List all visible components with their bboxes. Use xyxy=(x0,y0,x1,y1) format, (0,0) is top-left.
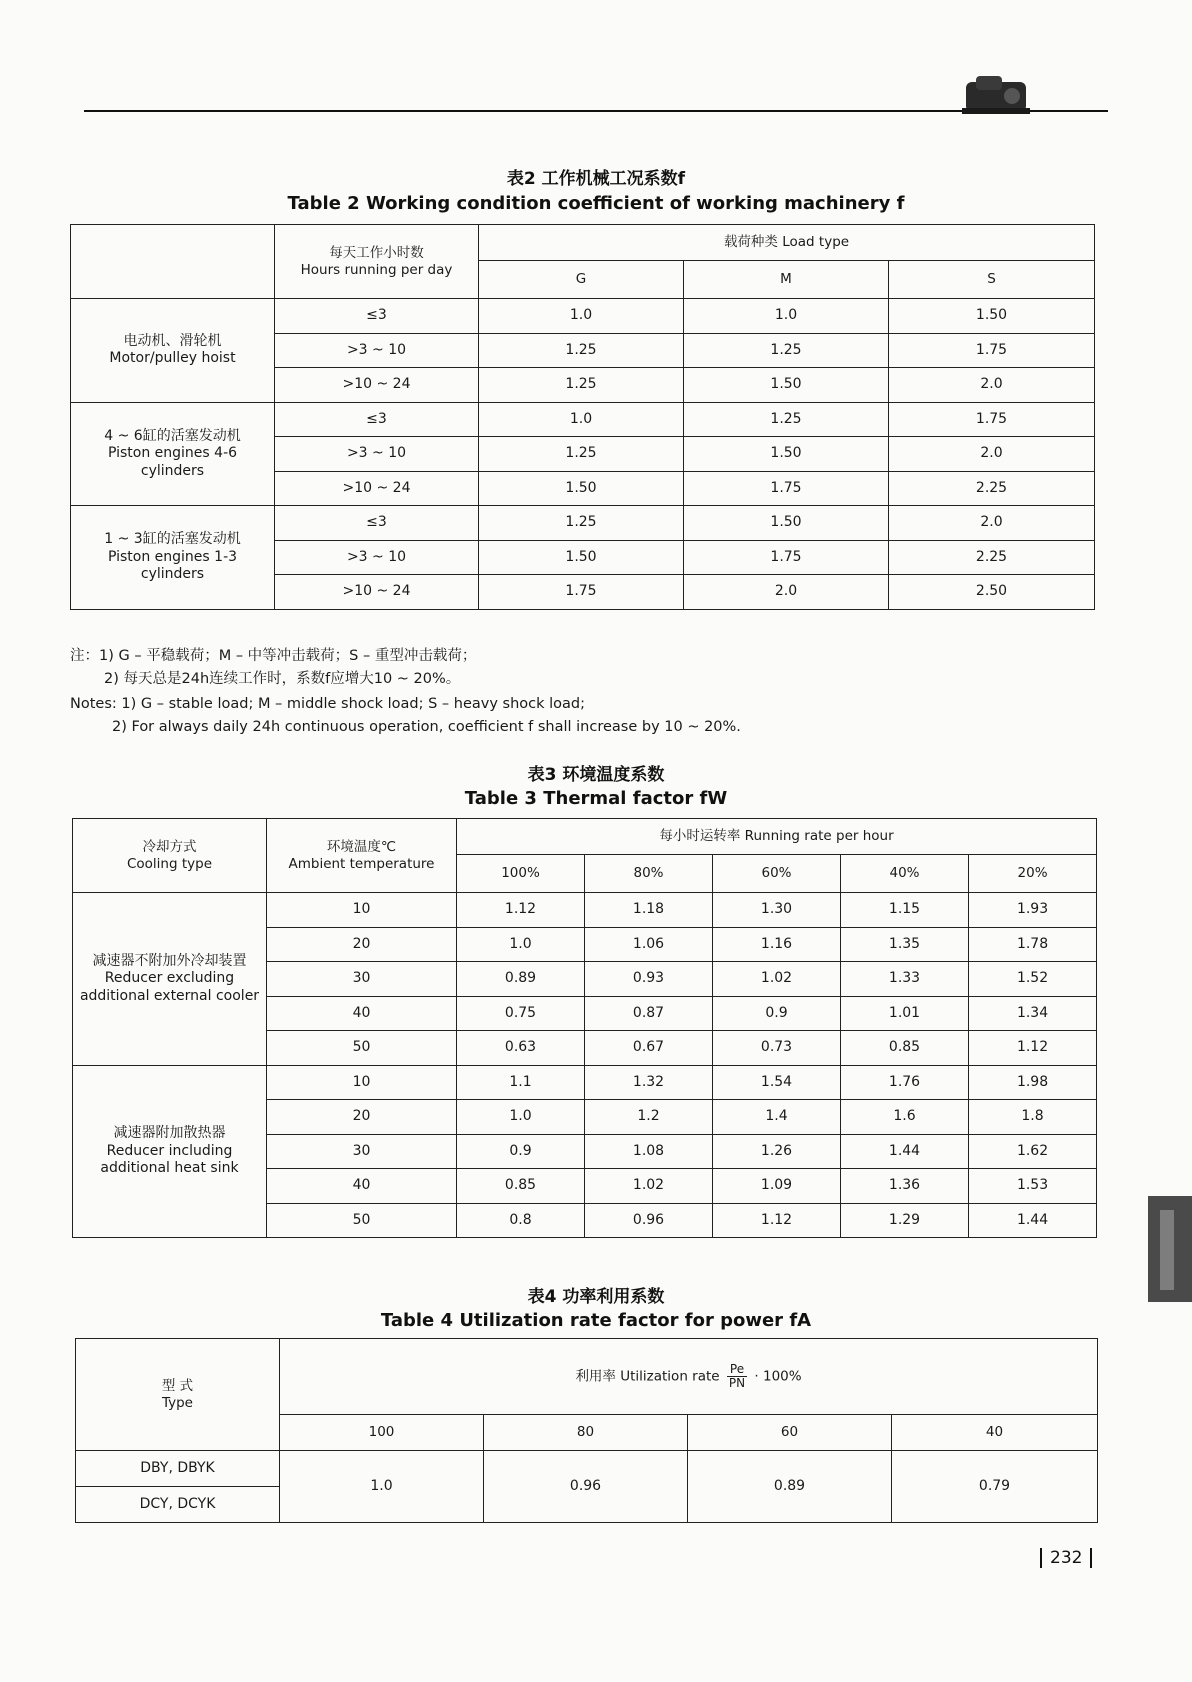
note-en-1: Notes: 1) G – stable load; M – middle shock load; S – heavy shock load; xyxy=(70,696,586,712)
table3-temp-cell: 10 xyxy=(267,1065,457,1100)
table3-value-cell: 1.02 xyxy=(585,1169,713,1204)
table3-value-cell: 0.85 xyxy=(841,1031,969,1066)
table4-value: 0.96 xyxy=(484,1451,688,1523)
side-tab-marker xyxy=(1160,1210,1174,1290)
table3-value-cell: 1.76 xyxy=(841,1065,969,1100)
table2-hours-cell: >3 ~ 10 xyxy=(275,437,479,472)
table3-value-cell: 1.18 xyxy=(585,893,713,928)
header-rule xyxy=(84,110,1108,112)
table3-rate: 80% xyxy=(585,855,713,893)
table3-value-cell: 1.44 xyxy=(841,1134,969,1169)
table2-value-cell: 1.75 xyxy=(479,575,684,610)
table4-value: 1.0 xyxy=(280,1451,484,1523)
table3-value-cell: 1.30 xyxy=(713,893,841,928)
table3-value-cell: 1.16 xyxy=(713,927,841,962)
table3-value-cell: 1.44 xyxy=(969,1203,1097,1238)
table4-rate: 40 xyxy=(892,1415,1098,1451)
table3-value-cell: 1.54 xyxy=(713,1065,841,1100)
table3-value-cell: 0.67 xyxy=(585,1031,713,1066)
table3-value-cell: 1.12 xyxy=(457,893,585,928)
table3-value-cell: 1.15 xyxy=(841,893,969,928)
table3-value-cell: 0.63 xyxy=(457,1031,585,1066)
table3-temp-cell: 30 xyxy=(267,1134,457,1169)
table2-value-cell: 1.0 xyxy=(479,299,684,334)
note-zh-1: 注：1) G – 平稳载荷；M – 中等冲击载荷；S – 重型冲击载荷； xyxy=(70,648,477,664)
table3-value-cell: 1.78 xyxy=(969,927,1097,962)
table3-rate: 60% xyxy=(713,855,841,893)
table2-load-header: 载荷种类 Load type xyxy=(479,225,1095,261)
table2-value-cell: 1.75 xyxy=(889,333,1095,368)
table3-rate: 100% xyxy=(457,855,585,893)
table2-group-label-zh: 电动机、滑轮机 xyxy=(123,332,222,349)
table3-value-cell: 1.12 xyxy=(713,1203,841,1238)
table3-group-label xyxy=(73,893,267,1066)
table3-rate-header: 每小时运转率 Running rate per hour xyxy=(457,819,1097,855)
table2-hours-cell: >10 ~ 24 xyxy=(275,575,479,610)
table2-group-label-en: Piston engines 4-6 cylinders xyxy=(107,445,238,479)
util-fraction: $\frac{Pe}{PN}$ xyxy=(728,1362,746,1390)
table2-load-type: S xyxy=(889,261,1095,299)
table3-value-cell: 1.53 xyxy=(969,1169,1097,1204)
table2-value-cell: 1.50 xyxy=(889,299,1095,334)
table3-value-cell: 1.01 xyxy=(841,996,969,1031)
table3-group-label-zh: 减速器不附加外冷却装置 xyxy=(92,952,247,969)
table3-value-cell: 1.0 xyxy=(457,1100,585,1135)
table3-rate: 40% xyxy=(841,855,969,893)
table2-title-zh: 表2 工作机械工况系数f xyxy=(506,169,686,189)
table3-value-cell: 1.4 xyxy=(713,1100,841,1135)
table4-util-header: 利用率 Utilization rate $\frac{Pe}{PN}$ · 100% xyxy=(280,1339,1098,1415)
table3-value-cell: 0.73 xyxy=(713,1031,841,1066)
table3-value-cell: 0.96 xyxy=(585,1203,713,1238)
table3-temp-cell: 40 xyxy=(267,996,457,1031)
table3-temp-cell: 20 xyxy=(267,927,457,962)
table2-value-cell: 2.0 xyxy=(889,437,1095,472)
table2-value-cell: 2.0 xyxy=(889,368,1095,403)
table3-value-cell: 1.34 xyxy=(969,996,1097,1031)
table3-value-cell: 0.93 xyxy=(585,962,713,997)
table2-value-cell: 1.25 xyxy=(479,368,684,403)
table2-group-label-zh: 4 ~ 6缸的活塞发动机 xyxy=(104,427,241,444)
table2-hours-cell: ≤3 xyxy=(275,402,479,437)
table3-temp-header: 环境温度℃ Ambient temperature xyxy=(267,819,457,893)
table3-value-cell: 0.75 xyxy=(457,996,585,1031)
table3-group-label xyxy=(73,1065,267,1238)
table2-title-en: Table 2 Working condition coefficient of working machinery f xyxy=(287,193,905,214)
table2-load-type: G xyxy=(479,261,684,299)
table3-value-cell: 1.08 xyxy=(585,1134,713,1169)
table2-group-label-zh: 1 ~ 3缸的活塞发动机 xyxy=(104,531,241,547)
table2-value-cell: 1.75 xyxy=(684,471,889,506)
table2-row xyxy=(71,506,1095,541)
table2-value-cell: 1.25 xyxy=(684,402,889,437)
table3 xyxy=(72,818,1097,1238)
table2-hours-cell: >10 ~ 24 xyxy=(275,368,479,403)
table3-row xyxy=(73,893,1097,928)
table3-temp-cell: 30 xyxy=(267,962,457,997)
table2-hours-cell: ≤3 xyxy=(275,506,479,541)
table2-row xyxy=(71,402,1095,437)
table3-value-cell: 1.29 xyxy=(841,1203,969,1238)
table3-title-en: Table 3 Thermal factor fW xyxy=(464,788,728,809)
table2-hours-cell: ≤3 xyxy=(275,299,479,334)
table2-corner-cell xyxy=(71,225,275,299)
table3-value-cell: 1.1 xyxy=(457,1065,585,1100)
table3-temp-cell: 40 xyxy=(267,1169,457,1204)
table4-rate: 80 xyxy=(484,1415,688,1451)
table2-value-cell: 1.50 xyxy=(479,540,684,575)
table4-value: 0.79 xyxy=(892,1451,1098,1523)
table4-type: DBY, DBYK xyxy=(76,1451,280,1487)
table2-value-cell: 1.0 xyxy=(479,402,684,437)
table2-group-label xyxy=(71,506,275,610)
note-en-2: 2) For always daily 24h continuous operation, coefficient f shall increase by 10 ~ 20%. xyxy=(112,719,741,735)
table4-title-zh: 表4 功率利用系数 xyxy=(527,1287,665,1307)
table2-load-type: M xyxy=(684,261,889,299)
table4-type-header: 型 式 Type xyxy=(76,1339,280,1451)
table2-value-cell: 1.50 xyxy=(479,471,684,506)
table2-value-cell: 2.50 xyxy=(889,575,1095,610)
table2-value-cell: 1.25 xyxy=(479,333,684,368)
table2-value-cell: 1.75 xyxy=(889,402,1095,437)
table3-value-cell: 1.8 xyxy=(969,1100,1097,1135)
table2-row xyxy=(71,299,1095,334)
table3-value-cell: 0.9 xyxy=(713,996,841,1031)
table2 xyxy=(70,224,1095,610)
table3-temp-cell: 20 xyxy=(267,1100,457,1135)
table3-temp-cell: 50 xyxy=(267,1031,457,1066)
table3-value-cell: 0.87 xyxy=(585,996,713,1031)
table3-value-cell: 1.26 xyxy=(713,1134,841,1169)
table3-value-cell: 1.35 xyxy=(841,927,969,962)
table2-value-cell: 1.25 xyxy=(479,437,684,472)
table3-value-cell: 1.09 xyxy=(713,1169,841,1204)
table3-value-cell: 1.98 xyxy=(969,1065,1097,1100)
table3-value-cell: 1.06 xyxy=(585,927,713,962)
table2-value-cell: 1.75 xyxy=(684,540,889,575)
table4-title-en: Table 4 Utilization rate factor for power fA xyxy=(380,1310,812,1331)
table2-value-cell: 1.50 xyxy=(684,437,889,472)
table3-value-cell: 1.12 xyxy=(969,1031,1097,1066)
table3-value-cell: 1.36 xyxy=(841,1169,969,1204)
table2-group-label-en: Piston engines 1-3 cylinders xyxy=(107,548,238,582)
table2-value-cell: 1.25 xyxy=(684,333,889,368)
table2-hours-cell: >3 ~ 10 xyxy=(275,540,479,575)
table3-row xyxy=(73,1065,1097,1100)
table3-value-cell: 1.0 xyxy=(457,927,585,962)
table3-temp-cell: 50 xyxy=(267,1203,457,1238)
table4-type: DCY, DCYK xyxy=(76,1487,280,1523)
table2-value-cell: 1.50 xyxy=(684,368,889,403)
table2-hours-header: 每天工作小时数 Hours running per day xyxy=(275,225,479,299)
table3-value-cell: 1.6 xyxy=(841,1100,969,1135)
table3-title-zh: 表3 环境温度系数 xyxy=(527,765,665,785)
table2-value-cell: 2.0 xyxy=(889,506,1095,541)
table2-value-cell: 2.25 xyxy=(889,540,1095,575)
table3-value-cell: 1.93 xyxy=(969,893,1097,928)
table3-rate: 20% xyxy=(969,855,1097,893)
table3-value-cell: 0.89 xyxy=(457,962,585,997)
table2-hours-cell: >3 ~ 10 xyxy=(275,333,479,368)
table2-group-label xyxy=(71,402,275,506)
table4 xyxy=(75,1338,1098,1523)
table3-value-cell: 1.62 xyxy=(969,1134,1097,1169)
table4-rate: 100 xyxy=(280,1415,484,1451)
table3-value-cell: 1.33 xyxy=(841,962,969,997)
table2-group-label-en: Motor/pulley hoist xyxy=(109,350,236,367)
table3-value-cell: 0.8 xyxy=(457,1203,585,1238)
table3-value-cell: 0.9 xyxy=(457,1134,585,1169)
gearbox-illustration xyxy=(962,72,1030,116)
table3-cooling-header: 冷却方式 Cooling type xyxy=(73,819,267,893)
table3-value-cell: 1.52 xyxy=(969,962,1097,997)
table3-group-label-zh: 减速器附加散热器 xyxy=(113,1125,226,1141)
table3-value-cell: 1.2 xyxy=(585,1100,713,1135)
table3-value-cell: 1.32 xyxy=(585,1065,713,1100)
table3-temp-cell: 10 xyxy=(267,893,457,928)
table4-rate: 60 xyxy=(688,1415,892,1451)
table2-hours-cell: >10 ~ 24 xyxy=(275,471,479,506)
table3-group-label-en: Reducer including additional heat sink xyxy=(100,1142,239,1176)
table2-value-cell: 2.25 xyxy=(889,471,1095,506)
table2-notes xyxy=(70,645,741,739)
table3-group-label-en: Reducer excluding additional external cooler xyxy=(79,970,260,1004)
table2-value-cell: 2.0 xyxy=(684,575,889,610)
table2-value-cell: 1.25 xyxy=(479,506,684,541)
table2-group-label xyxy=(71,299,275,403)
table3-value-cell: 0.85 xyxy=(457,1169,585,1204)
table3-value-cell: 1.02 xyxy=(713,962,841,997)
page-number: 232 xyxy=(1040,1548,1092,1568)
table4-value: 0.89 xyxy=(688,1451,892,1523)
table2-value-cell: 1.50 xyxy=(684,506,889,541)
table2-value-cell: 1.0 xyxy=(684,299,889,334)
note-zh-2: 2) 每天总是24h连续工作时，系数f应增大10 ~ 20%。 xyxy=(104,671,461,687)
